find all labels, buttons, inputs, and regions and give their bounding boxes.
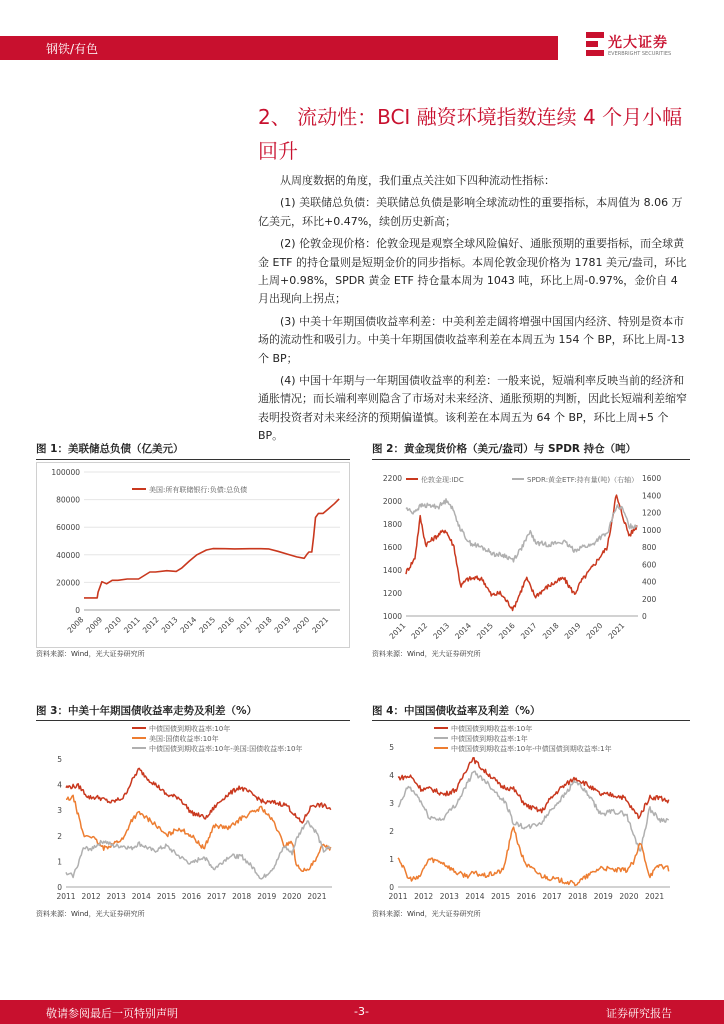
y-tick-label: 3 — [389, 799, 394, 808]
paragraph: 从周度数据的角度，我们重点关注如下四种流动性指标： — [280, 174, 555, 187]
y-tick-label: 0 — [75, 606, 80, 615]
x-tick-label: 2010 — [103, 615, 124, 635]
y-tick-label: 1 — [389, 855, 394, 864]
x-tick-label: 2015 — [156, 892, 176, 901]
x-tick-label: 2014 — [465, 892, 485, 901]
page-number: -3- — [354, 1005, 369, 1018]
x-tick-label: 2019 — [593, 892, 613, 901]
x-tick-label: 2013 — [439, 892, 459, 901]
header-section: 钢铁/有色 — [46, 42, 99, 56]
series-line — [398, 771, 669, 851]
series-line — [66, 821, 331, 879]
y-tick-label: 100000 — [51, 468, 80, 477]
y2-tick-label: 1200 — [642, 508, 662, 518]
y2-tick-label: 1000 — [642, 525, 662, 535]
y-tick-label: 4 — [57, 780, 62, 790]
legend-label: 中债国债到期收益率:10年-中债国债到期收益率:1年 — [451, 745, 612, 753]
series-line — [406, 495, 637, 610]
x-tick-label: 2008 — [65, 615, 86, 635]
x-tick-label: 2019 — [562, 621, 583, 641]
x-tick-label: 2014 — [453, 621, 474, 641]
legend-label: 中债国债到期收益率:1年 — [451, 735, 528, 743]
x-tick-label: 2016 — [216, 615, 237, 635]
x-tick-label: 2015 — [197, 615, 218, 635]
figure-3-title: 图 3：中美十年期国债收益率走势及利差（%） — [36, 705, 257, 717]
x-tick-label: 2015 — [491, 892, 511, 901]
figure-1-source: 资料来源：Wind，光大证券研究所 — [36, 650, 145, 658]
x-tick-label: 2020 — [291, 615, 312, 635]
figure-4-rule — [372, 720, 690, 721]
x-tick-label: 2018 — [253, 615, 274, 635]
x-tick-label: 2017 — [234, 615, 255, 635]
x-tick-label: 2017 — [542, 892, 562, 901]
figure-4-chart — [372, 723, 690, 907]
y-tick-label: 4 — [389, 771, 394, 780]
y-tick-label: 1200 — [382, 589, 402, 598]
y2-tick-label: 400 — [642, 577, 657, 587]
y-tick-label: 2200 — [382, 474, 402, 483]
x-tick-label: 2011 — [122, 615, 142, 635]
y-tick-label: 2000 — [382, 497, 402, 506]
figure-4-title: 图 4：中国国债收益率及利差（%） — [372, 705, 541, 717]
x-tick-label: 2012 — [409, 621, 430, 641]
series-line — [398, 758, 669, 819]
y-tick-label: 5 — [389, 743, 394, 752]
y-tick-label: 5 — [57, 755, 62, 764]
x-tick-label: 2011 — [388, 892, 408, 901]
x-tick-label: 2020 — [584, 621, 605, 641]
footer-report-type: 证券研究报告 — [606, 1007, 672, 1020]
header-bar — [0, 36, 558, 60]
x-tick-label: 2017 — [207, 892, 227, 901]
x-tick-label: 2020 — [282, 892, 302, 901]
y-tick-label: 1000 — [382, 612, 402, 621]
legend-label: 中债国债到期收益率:10年-美国:国债收益率:10年 — [149, 745, 303, 753]
y-tick-label: 0 — [389, 883, 394, 892]
y2-tick-label: 200 — [642, 594, 657, 604]
figure-2-source: 资料来源：Wind，光大证券研究所 — [372, 650, 481, 658]
brand-subtitle: EVERBRIGHT SECURITIES — [608, 51, 672, 57]
y2-tick-label: 600 — [642, 560, 657, 570]
figure-2-chart — [372, 462, 690, 648]
y2-tick-label: 1600 — [642, 474, 662, 483]
x-tick-label: 2020 — [619, 892, 639, 901]
brand-name: 光大证券 — [608, 35, 668, 51]
section-heading: 2、 流动性：BCI 融资环境指数连续 4 个月小幅回升 — [258, 105, 683, 163]
x-tick-label: 2019 — [257, 892, 277, 901]
x-tick-label: 2016 — [181, 892, 202, 901]
figure-1-rule — [36, 459, 350, 460]
y-tick-label: 60000 — [56, 523, 80, 533]
y2-tick-label: 0 — [642, 612, 647, 621]
x-tick-label: 2018 — [568, 892, 588, 901]
x-tick-label: 2016 — [496, 621, 517, 641]
paragraph: (2) 伦敦金现价格：伦敦金现是观察全球风险偏好、通胀预期的重要指标，而全球黄金 ETF 的持仓量则是短期金价的同步指标。本周伦敦金现价格为 1781 美元/盎司，环比上周+0.98%，SPDR 黄金 ETF 持仓量本周为 1043 吨，环比上周-0.97%，金价自 4 月出现向上拐点； — [258, 237, 687, 306]
body-text — [258, 172, 690, 450]
series-line — [84, 499, 339, 598]
figure-4-source: 资料来源：Wind，光大证券研究所 — [372, 910, 481, 918]
series-line — [398, 827, 669, 885]
brand-logo — [586, 30, 696, 66]
x-tick-label: 2018 — [232, 892, 252, 901]
x-tick-label: 2015 — [475, 621, 495, 641]
y-tick-label: 0 — [57, 883, 62, 892]
y-tick-label: 80000 — [56, 495, 80, 505]
paragraph: (4) 中国十年期与一年期国债收益率的利差：一般来说，短端利率反映当前的经济和通胀情况；而长端利率则隐含了市场对未来经济、通胀预期的判断，因此长短端利差缩窄表明投资者对未来经济的预期偏谨慎。该利差在本周五为 64 个 BP，环比上周+5 个 BP。 — [258, 374, 687, 443]
legend-label: 中债国债到期收益率:10年 — [149, 725, 231, 733]
x-tick-label: 2016 — [516, 892, 536, 901]
x-tick-label: 2012 — [81, 892, 101, 901]
x-tick-label: 2013 — [106, 892, 126, 901]
x-tick-label: 2009 — [84, 615, 105, 635]
y-tick-label: 1400 — [382, 566, 402, 575]
legend-label: 美国:所有联储银行:负债:总负债 — [149, 486, 248, 494]
figure-2-title: 图 2：黄金现货价格（美元/盎司）与 SPDR 持仓（吨） — [372, 443, 637, 455]
footer-bar — [0, 1000, 724, 1024]
x-tick-label: 2014 — [178, 615, 199, 635]
legend-label: 伦敦金现:IDC — [421, 476, 464, 484]
figure-3-source: 资料来源：Wind，光大证券研究所 — [36, 910, 145, 918]
x-tick-label: 2011 — [387, 621, 408, 641]
y-tick-label: 3 — [57, 806, 62, 816]
x-tick-label: 2019 — [272, 615, 293, 635]
figure-3-rule — [36, 720, 350, 721]
series-line — [66, 768, 331, 823]
x-tick-label: 2021 — [645, 892, 665, 901]
x-tick-label: 2012 — [414, 892, 434, 901]
y2-tick-label: 800 — [642, 543, 657, 552]
figure-1-title: 图 1：美联储总负债（亿美元） — [36, 443, 184, 455]
x-tick-label: 2018 — [540, 621, 561, 641]
x-tick-label: 2021 — [310, 615, 331, 635]
legend-label: 中债国债到期收益率:10年 — [451, 725, 533, 733]
y-tick-label: 40000 — [56, 550, 80, 560]
legend-label: SPDR:黄金ETF:持有量(吨)（右轴） — [527, 476, 639, 484]
y-tick-label: 20000 — [56, 578, 80, 588]
y2-tick-label: 1400 — [642, 491, 662, 501]
x-tick-label: 2021 — [307, 892, 327, 901]
brand-logo-icon — [586, 32, 604, 58]
figure-3-chart — [36, 723, 350, 907]
x-tick-label: 2011 — [56, 892, 76, 901]
x-tick-label: 2014 — [131, 892, 151, 901]
y-tick-label: 2 — [389, 827, 394, 836]
x-tick-label: 2012 — [140, 615, 161, 635]
y-tick-label: 1600 — [382, 543, 402, 552]
y-tick-label: 1800 — [382, 520, 402, 529]
footer-disclaimer: 敬请参阅最后一页特别声明 — [46, 1007, 178, 1020]
legend-label: 美国:国债收益率:10年 — [149, 735, 219, 743]
figure-1-chart — [36, 462, 350, 648]
y-tick-label: 1 — [57, 857, 62, 867]
y-tick-label: 2 — [57, 831, 62, 841]
figure-2-rule — [372, 459, 690, 460]
x-tick-label: 2021 — [606, 621, 627, 641]
paragraph: (3) 中美十年期国债收益率利差：中美利差走阔将增强中国国内经济、特别是资本市场的流动性和吸引力。中美十年期国债收益率利差在本周五为 154 个 BP，环比上周-13 个 BP； — [258, 314, 685, 365]
x-tick-label: 2013 — [431, 621, 452, 641]
paragraph: (1) 美联储总负债：美联储总负债是影响全球流动性的重要指标，本周值为 8.06 万亿美元，环比+0.47%，续创历史新高； — [258, 196, 683, 228]
x-tick-label: 2013 — [159, 615, 180, 635]
x-tick-label: 2017 — [518, 621, 539, 641]
